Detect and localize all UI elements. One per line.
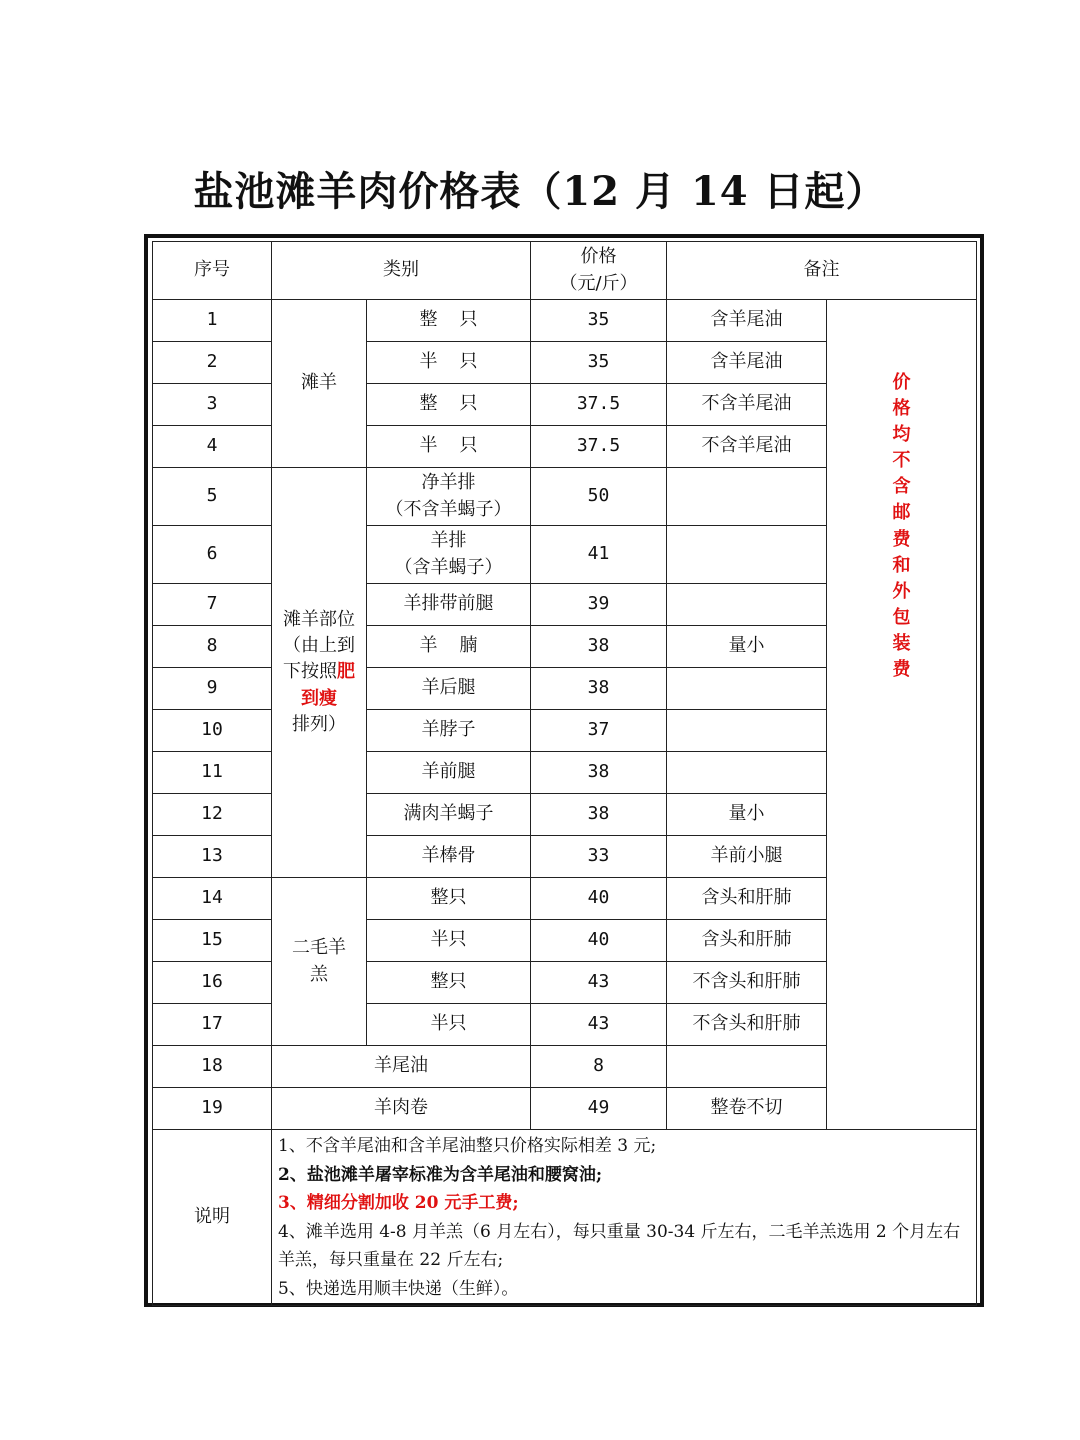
row-price: 37.5 (531, 384, 667, 426)
row-remark: 不含羊尾油 (667, 384, 827, 426)
row-item: 整只 (367, 962, 531, 1004)
row-price: 41 (531, 526, 667, 584)
header-row (153, 242, 977, 300)
row-remark (667, 710, 827, 752)
row-item: 羊肉卷 (272, 1088, 531, 1130)
row-item: 羊脖子 (367, 710, 531, 752)
row-item: 羊尾油 (272, 1046, 531, 1088)
row-price: 40 (531, 878, 667, 920)
row-remark: 量小 (667, 626, 827, 668)
row-price: 33 (531, 836, 667, 878)
row-seq: 1 (153, 300, 272, 342)
note-1: 1、不含羊尾油和含羊尾油整只价格实际相差 3 元; (278, 1136, 657, 1156)
row-item-line1: 净羊排 (421, 472, 476, 494)
group-tanyang: 滩羊 (272, 300, 367, 468)
row-item: 整只 (367, 300, 531, 342)
note-3: 3、精细分割加收 20 元手工费; (278, 1193, 519, 1213)
row-item: 满肉羊蝎子 (367, 794, 531, 836)
row-item-line1: 羊排 (430, 530, 467, 552)
row-item: 半只 (367, 920, 531, 962)
notes-row (153, 1130, 977, 1306)
row-seq: 17 (153, 1004, 272, 1046)
row-price: 39 (531, 584, 667, 626)
row-remark: 含羊尾油 (667, 300, 827, 342)
row-price: 38 (531, 752, 667, 794)
row-remark: 整卷不切 (667, 1088, 827, 1130)
row-remark: 不含羊尾油 (667, 426, 827, 468)
row-remark (667, 668, 827, 710)
row-price: 37.5 (531, 426, 667, 468)
row-item: 半只 (367, 1004, 531, 1046)
row-seq: 11 (153, 752, 272, 794)
row-item: 半只 (367, 426, 531, 468)
row-remark (667, 752, 827, 794)
row-seq: 5 (153, 468, 272, 526)
notes-label: 说明 (153, 1130, 272, 1306)
row-price: 37 (531, 710, 667, 752)
row-remark: 羊前小腿 (667, 836, 827, 878)
row-price: 38 (531, 668, 667, 710)
row-price: 50 (531, 468, 667, 526)
group-parts (272, 468, 367, 878)
header-price-line2: （元/斤） (559, 272, 638, 294)
row-remark: 不含头和肝肺 (667, 962, 827, 1004)
group-parts-label: 滩羊部位（由上到下按照 (283, 609, 355, 683)
row-item: 羊后腿 (367, 668, 531, 710)
row-price: 35 (531, 342, 667, 384)
header-price-line1: 价格 (580, 246, 617, 268)
row-price: 35 (531, 300, 667, 342)
note-5: 5、快递选用顺丰快递（生鲜）。 (278, 1278, 519, 1299)
row-seq: 9 (153, 668, 272, 710)
row-seq: 3 (153, 384, 272, 426)
row-seq: 12 (153, 794, 272, 836)
row-remark (667, 1046, 827, 1088)
row-seq: 6 (153, 526, 272, 584)
row-seq: 2 (153, 342, 272, 384)
row-seq: 8 (153, 626, 272, 668)
header-category: 类别 (272, 242, 531, 300)
note-2: 2、盐池滩羊屠宰标准为含羊尾油和腰窝油; (278, 1164, 603, 1185)
row-price: 8 (531, 1046, 667, 1088)
row-price: 49 (531, 1088, 667, 1130)
row-seq: 16 (153, 962, 272, 1004)
row-item: 羊棒骨 (367, 836, 531, 878)
row-remark: 量小 (667, 794, 827, 836)
row-price: 40 (531, 920, 667, 962)
row-seq: 10 (153, 710, 272, 752)
row-seq: 13 (153, 836, 272, 878)
side-note: 价 格 均 不 含 邮 费 和 外 包 装 费 (827, 300, 977, 1130)
row-remark (667, 468, 827, 526)
row-price: 43 (531, 962, 667, 1004)
row-seq: 15 (153, 920, 272, 962)
row-seq: 19 (153, 1088, 272, 1130)
header-remark: 备注 (667, 242, 977, 300)
header-seq: 序号 (153, 242, 272, 300)
row-item (367, 526, 531, 584)
row-remark (667, 584, 827, 626)
row-remark: 含头和肝肺 (667, 878, 827, 920)
row-seq: 7 (153, 584, 272, 626)
row-seq: 14 (153, 878, 272, 920)
row-remark: 不含头和肝肺 (667, 1004, 827, 1046)
row-item (367, 468, 531, 526)
row-item: 整只 (367, 384, 531, 426)
row-item-line2: （不含羊蝎子） (385, 498, 512, 520)
row-remark: 含羊尾油 (667, 342, 827, 384)
row-price: 38 (531, 794, 667, 836)
row-remark: 含头和肝肺 (667, 920, 827, 962)
table-row (153, 300, 977, 342)
row-item-line2: （含羊蝎子） (394, 556, 503, 578)
row-seq: 4 (153, 426, 272, 468)
row-item: 羊前腿 (367, 752, 531, 794)
row-item: 整只 (367, 878, 531, 920)
notes-content (272, 1130, 977, 1306)
row-remark (667, 526, 827, 584)
group-parts-label-end: 排列） (292, 713, 346, 735)
group-parts-emphasis: 肥到瘦 (301, 661, 355, 709)
page-title: 盐池滩羊肉价格表（12 月 14 日起） (193, 168, 887, 215)
note-4: 4、滩羊选用 4-8 月羊羔（6 月左右），每只重量 30-34 斤左右，二毛羊羔选用 2 个月左右羊羔，每只重量在 22 斤左右; (278, 1221, 961, 1270)
row-price: 43 (531, 1004, 667, 1046)
row-seq: 18 (153, 1046, 272, 1088)
row-item: 羊腩 (367, 626, 531, 668)
header-price (531, 242, 667, 300)
row-item: 羊排带前腿 (367, 584, 531, 626)
row-item: 半只 (367, 342, 531, 384)
row-price: 38 (531, 626, 667, 668)
price-table (152, 241, 977, 1306)
group-lamb: 二毛羊羔 (272, 878, 367, 1046)
